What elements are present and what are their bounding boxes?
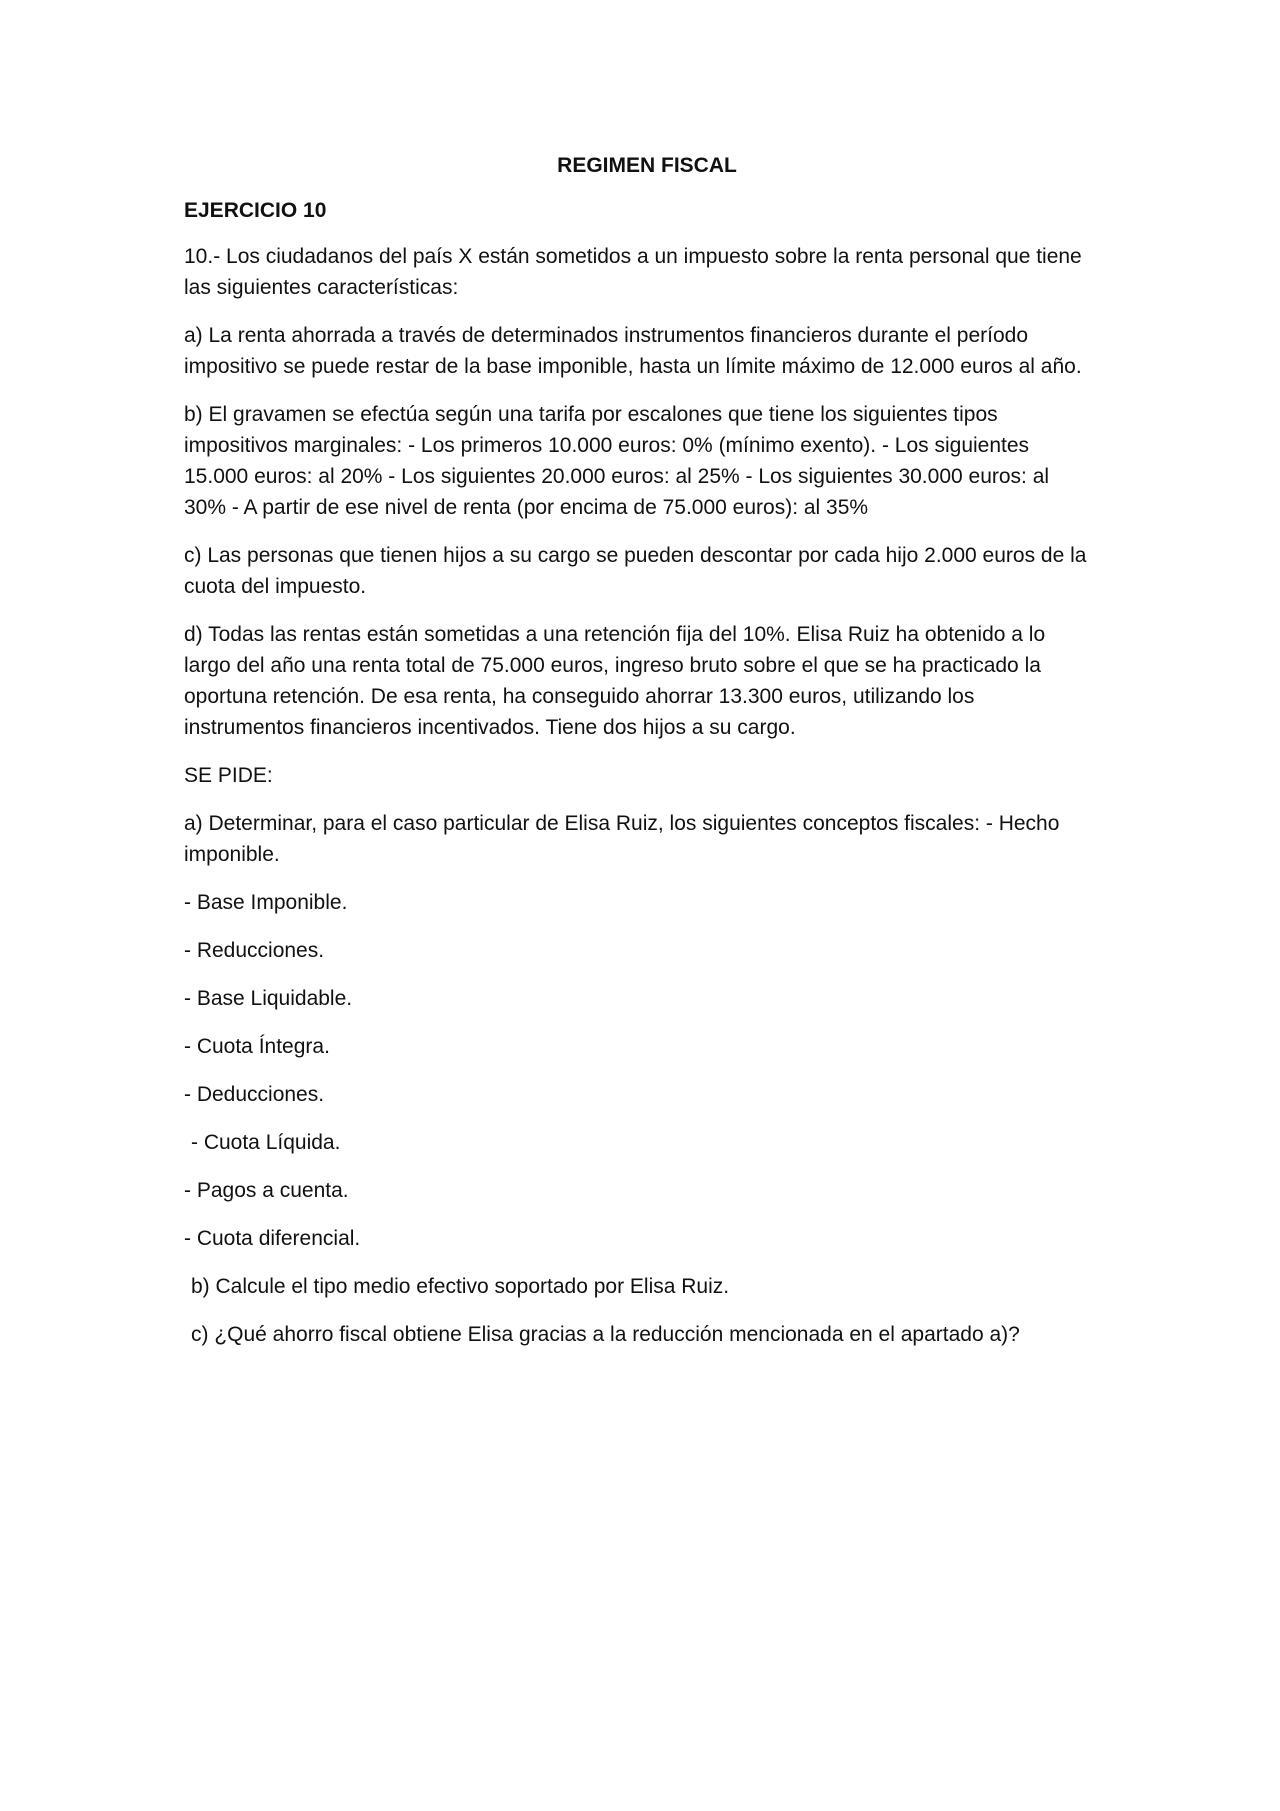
concept-cuota-liquida: - Cuota Líquida. [191, 1131, 341, 1154]
concept-base-imponible: - Base Imponible. [184, 891, 348, 914]
document-title: REGIMEN FISCAL [557, 154, 737, 177]
document-page [184, 150, 1090, 1367]
feature-d-paragraph: d) Todas las rentas están sometidas a una retención fija del 10%. Elisa Ruiz ha obtenido a lo largo del año una renta total de 75.000 euros, ingreso bruto sobre el que se ha practicado la oportuna retención. De esa renta, ha conseguido ahorrar 13.300 euros, utilizando los instrumentos financieros incentivados. Tiene dos hijos a su cargo. [184, 623, 1046, 739]
feature-c-paragraph: c) Las personas que tienen hijos a su cargo se pueden descontar por cada hijo 2.000 euros de la cuota del impuesto. [184, 544, 1087, 598]
concept-base-liquidable: - Base Liquidable. [184, 987, 353, 1010]
concept-cuota-diferencial: - Cuota diferencial. [184, 1227, 361, 1250]
exercise-heading: EJERCICIO 10 [184, 199, 327, 222]
feature-a-paragraph: a) La renta ahorrada a través de determinados instrumentos financieros durante el período impositivo se puede restar de la base imponible, hasta un límite máximo de 12.000 euros al año. [184, 324, 1082, 378]
question-c-paragraph: c) ¿Qué ahorro fiscal obtiene Elisa gracias a la reducción mencionada en el apartado a)? [191, 1323, 1020, 1346]
concept-pagos-a-cuenta: - Pagos a cuenta. [184, 1179, 349, 1202]
question-a-paragraph: a) Determinar, para el caso particular de Elisa Ruiz, los siguientes conceptos fiscales: - Hecho imponible. [184, 812, 1060, 866]
concept-reducciones: - Reducciones. [184, 939, 325, 962]
intro-paragraph: 10.- Los ciudadanos del país X están sometidos a un impuesto sobre la renta personal que tiene las siguientes características: [184, 245, 1082, 299]
feature-b-paragraph: b) El gravamen se efectúa según una tarifa por escalones que tiene los siguientes tipos impositivos marginales: - Los primeros 10.000 euros: 0% (mínimo exento). - Los siguientes 15.000 euros: al 20% - Los siguientes 20.000 euros: al 25% - Los siguientes 30.000 euros: al 30% - A partir de ese nivel de renta (por encima de 75.000 euros): al 35% [184, 403, 1050, 519]
question-b-paragraph: b) Calcule el tipo medio efectivo soportado por Elisa Ruiz. [191, 1275, 730, 1298]
concept-deducciones: - Deducciones. [184, 1083, 325, 1106]
se-pide-heading: SE PIDE: [184, 764, 273, 787]
concept-cuota-integra: - Cuota Íntegra. [184, 1035, 330, 1058]
